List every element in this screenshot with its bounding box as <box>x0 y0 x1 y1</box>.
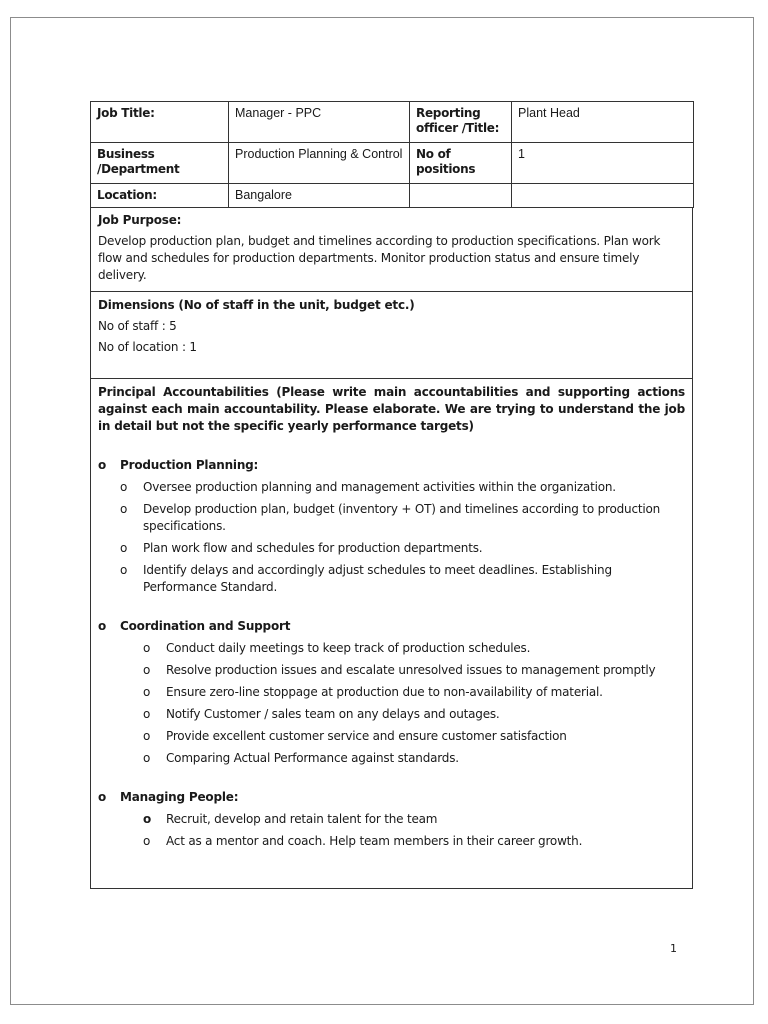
job-purpose-text: Develop production plan, budget and timelines according to production specifications. Plan work flow and schedules for production departments. Monitor production status and ensure timely delivery. <box>98 234 661 282</box>
business-department-value: Production Planning & Control <box>229 143 410 184</box>
job-title-label: Job Title: <box>91 102 229 143</box>
accountabilities-intro: Principal Accountabilities (Please write main accountabilities and supporting actions against each main accountability. Please elaborate. We are trying to understand the job in detail but not the specific yearly performance targets) <box>98 385 685 433</box>
reporting-officer-value: Plant Head <box>512 102 694 143</box>
job-purpose-section <box>90 208 693 292</box>
group-heading <box>98 457 685 474</box>
reporting-officer-label: Reporting officer /Title: <box>410 102 512 143</box>
list-item: o Resolve production issues and escalate unresolved issues to management promptly <box>143 663 656 677</box>
bullet-icon: o <box>120 502 128 516</box>
bullet-icon: o <box>98 619 107 633</box>
bullet-icon: o <box>143 707 151 721</box>
group-coordination-support <box>98 618 685 767</box>
bullet-icon: o <box>143 812 152 826</box>
list-item: o Develop production plan, budget (inventory + OT) and timelines according to production specifications. <box>120 502 661 533</box>
group-managing-people <box>98 789 685 850</box>
header-table <box>90 101 694 208</box>
bullet-icon: o <box>143 729 151 743</box>
list-item: o Conduct daily meetings to keep track of production schedules. <box>143 641 531 655</box>
list-item: o Provide excellent customer service and ensure customer satisfaction <box>143 729 567 743</box>
staff-count: No of staff : 5 <box>98 319 177 333</box>
bullet-icon: o <box>120 541 128 555</box>
bullet-icon: o <box>143 834 151 848</box>
bullet-icon: o <box>120 563 128 577</box>
bullet-icon: o <box>98 458 107 472</box>
group-title: Managing People: <box>120 790 239 804</box>
list-item: o Comparing Actual Performance against standards. <box>143 751 459 765</box>
job-description <box>90 101 693 889</box>
business-department-label: Business /Department <box>91 143 229 184</box>
list-item: o Act as a mentor and coach. Help team members in their career growth. <box>143 834 583 848</box>
list-item: o Recruit, develop and retain talent for the team <box>143 812 438 826</box>
list-item: o Plan work flow and schedules for production departments. <box>120 541 483 555</box>
job-title-value: Manager - PPC <box>229 102 410 143</box>
positions-value: 1 <box>512 143 694 184</box>
group-title: Coordination and Support <box>120 619 291 633</box>
dimensions-section <box>90 292 693 379</box>
job-purpose-title: Job Purpose: <box>98 213 182 227</box>
group-heading <box>98 789 685 806</box>
list-item: o Notify Customer / sales team on any delays and outages. <box>143 707 500 721</box>
group-heading <box>98 618 685 635</box>
group-title: Production Planning: <box>120 458 259 472</box>
dimensions-title: Dimensions (No of staff in the unit, budget etc.) <box>98 298 415 312</box>
bullet-icon: o <box>98 790 107 804</box>
list-item: o Identify delays and accordingly adjust schedules to meet deadlines. Establishing Performance Standard. <box>120 563 612 594</box>
accountabilities-section <box>90 379 693 889</box>
empty-cell <box>410 184 512 208</box>
bullet-icon: o <box>120 480 128 494</box>
location-count: No of location : 1 <box>98 340 197 354</box>
location-label: Location: <box>91 184 229 208</box>
list-item: o Ensure zero-line stoppage at production due to non-availability of material. <box>143 685 603 699</box>
bullet-icon: o <box>143 685 151 699</box>
list-item: o Oversee production planning and management activities within the organization. <box>120 480 616 494</box>
empty-cell <box>512 184 694 208</box>
bullet-icon: o <box>143 663 151 677</box>
location-value: Bangalore <box>229 184 410 208</box>
page-number: 1 <box>670 942 677 955</box>
group-production-planning <box>98 457 685 596</box>
positions-label: No of positions <box>410 143 512 184</box>
bullet-icon: o <box>143 641 151 655</box>
bullet-icon: o <box>143 751 151 765</box>
